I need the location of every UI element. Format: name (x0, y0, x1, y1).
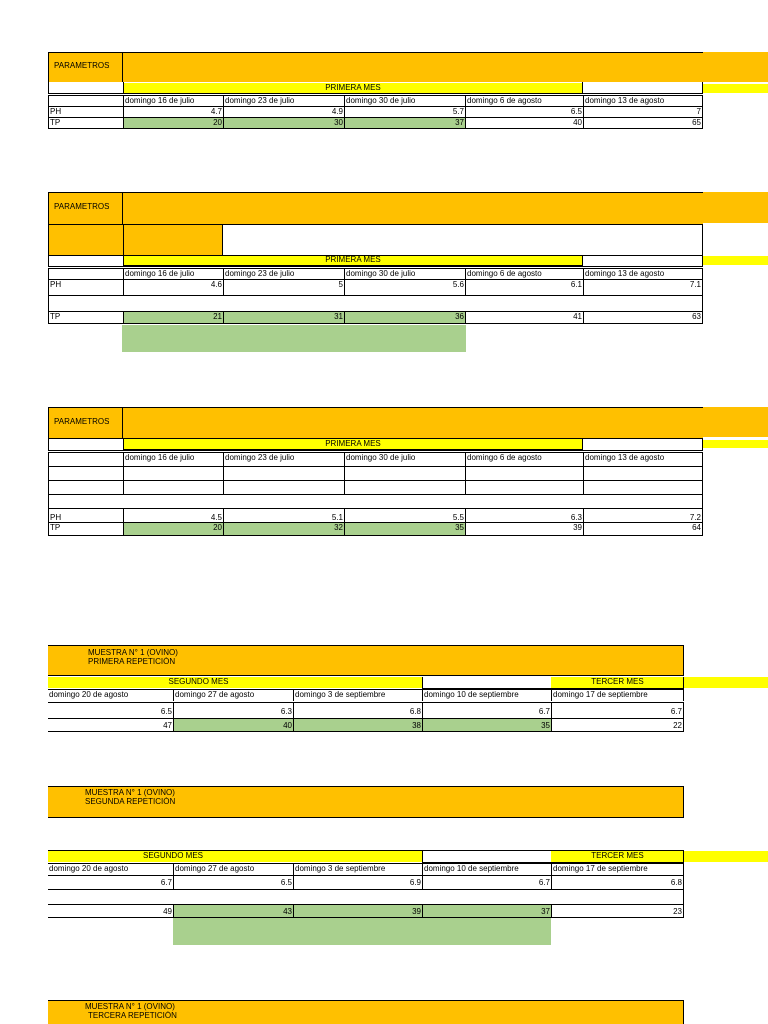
ph-value: 6.9 (293, 875, 422, 889)
header-orange-extension (703, 407, 768, 437)
tp-value: 37 (344, 117, 465, 129)
ph-value: 5.6 (344, 279, 465, 295)
ph-value: 6.5 (48, 702, 173, 718)
date-header: domingo 13 de agosto (583, 95, 703, 106)
orange-subrow-divider (123, 224, 124, 255)
ph-value: 6.5 (173, 875, 293, 889)
blank-row (223, 480, 344, 494)
date-header: domingo 6 de agosto (465, 268, 583, 279)
ph-label: PH (48, 279, 123, 295)
repeticion-title: SEGUNDA REPETICIÓN (85, 797, 176, 806)
blank-row (223, 466, 344, 480)
primera-mes-extension (703, 256, 768, 265)
ph-label: PH (48, 106, 123, 117)
blank-row (465, 466, 583, 480)
ph-value: 5 (223, 279, 344, 295)
tp-value: 43 (173, 904, 293, 918)
date-header: domingo 3 de septiembre (293, 863, 422, 875)
repeticion-title: TERCERA REPETICIÓN (88, 1011, 177, 1020)
ph-value: 6.8 (551, 875, 684, 889)
orange-subrow-right (702, 224, 703, 255)
blank-cell (48, 452, 123, 466)
header-orange-extension (703, 52, 768, 82)
date-header: domingo 20 de agosto (48, 689, 173, 701)
ph-value: 4.7 (123, 106, 223, 117)
ph-value: 6.7 (422, 702, 551, 718)
blank-cell (48, 268, 123, 279)
date-header: domingo 6 de agosto (465, 95, 583, 106)
parametros-label: PARAMETROS (54, 61, 110, 70)
date-header: domingo 16 de julio (123, 95, 223, 106)
orange-subrow-border (223, 224, 703, 225)
month-divider (422, 677, 684, 689)
blank-row (48, 466, 123, 480)
header-orange-band (48, 407, 703, 438)
date-header: domingo 23 de julio (223, 452, 344, 466)
parametros-label: PARAMETROS (54, 417, 110, 426)
parametros-divider (48, 52, 123, 82)
date-header: domingo 17 de septiembre (551, 863, 684, 875)
tp-value: 39 (293, 904, 422, 918)
tp-value: 64 (583, 522, 703, 536)
tp-value: 38 (293, 718, 422, 732)
date-header: domingo 20 de agosto (48, 863, 173, 875)
parametros-label: PARAMETROS (54, 202, 110, 211)
tp-value: 32 (223, 522, 344, 536)
tp-value: 30 (223, 117, 344, 129)
ph-value: 6.1 (465, 279, 583, 295)
tp-value: 65 (583, 117, 703, 129)
ph-value: 7.1 (583, 279, 703, 295)
col-divider (123, 82, 583, 94)
muestra-title: MUESTRA N° 1 (OVINO) (85, 788, 175, 797)
ph-value: 6.7 (551, 702, 684, 718)
date-header: domingo 13 de agosto (583, 452, 703, 466)
segundo-mes-label: SEGUNDO MES (168, 677, 229, 686)
date-header: domingo 23 de julio (223, 95, 344, 106)
tp-label: TP (48, 311, 123, 324)
ph-value: 4.9 (223, 106, 344, 117)
date-header: domingo 10 de septiembre (422, 689, 551, 701)
orange-subrow (48, 224, 223, 255)
tp-value: 31 (223, 311, 344, 324)
green-highlight-bar (173, 918, 551, 945)
blank-row (123, 480, 223, 494)
date-header: domingo 17 de septiembre (551, 689, 684, 701)
ph-value: 6.7 (48, 875, 173, 889)
ph-value: 6.5 (465, 106, 583, 117)
tp-value: 49 (48, 904, 173, 918)
date-header: domingo 27 de agosto (173, 689, 293, 701)
tp-value: 21 (123, 311, 223, 324)
date-header: domingo 30 de julio (344, 452, 465, 466)
tp-value: 35 (344, 522, 465, 536)
tp-value: 20 (123, 522, 223, 536)
ph-label: PH (48, 508, 123, 522)
date-header: domingo 27 de agosto (173, 863, 293, 875)
tp-value: 23 (551, 904, 684, 918)
tp-value: 40 (465, 117, 583, 129)
ph-value: 6.7 (422, 875, 551, 889)
muestra-title: MUESTRA N° 1 (OVINO) (88, 648, 178, 657)
date-header: domingo 13 de agosto (583, 268, 703, 279)
header-orange-extension (703, 192, 768, 223)
primera-mes-extension (703, 440, 768, 448)
blank-row (48, 494, 703, 508)
month-divider (422, 850, 684, 863)
blank-cell (48, 95, 123, 106)
col-divider (123, 255, 583, 267)
blank-row (48, 889, 684, 904)
green-highlight-bar (122, 325, 466, 352)
blank-row (344, 480, 465, 494)
ph-value: 5.5 (344, 508, 465, 522)
ph-value: 5.1 (223, 508, 344, 522)
blank-row (123, 466, 223, 480)
col-divider (123, 438, 583, 451)
muestra-title: MUESTRA N° 1 (OVINO) (85, 1002, 175, 1011)
blank-row (583, 480, 703, 494)
blank-row (344, 466, 465, 480)
ph-value: 4.5 (123, 508, 223, 522)
ph-value: 5.7 (344, 106, 465, 117)
tp-value: 40 (173, 718, 293, 732)
tp-value: 41 (465, 311, 583, 324)
ph-value: 7.2 (583, 508, 703, 522)
tp-value: 47 (48, 718, 173, 732)
primera-mes-label: PRIMERA MES (325, 439, 381, 448)
primera-mes-label: PRIMERA MES (325, 83, 381, 92)
date-header: domingo 30 de julio (344, 95, 465, 106)
tercer-mes-label: TERCER MES (591, 677, 644, 686)
tp-value: 63 (583, 311, 703, 324)
primera-mes-extension (703, 84, 768, 93)
blank-row (48, 295, 703, 311)
primera-mes-label: PRIMERA MES (325, 255, 381, 264)
ph-value: 6.3 (173, 702, 293, 718)
date-header: domingo 30 de julio (344, 268, 465, 279)
date-header: domingo 6 de agosto (465, 452, 583, 466)
tp-value: 22 (551, 718, 684, 732)
tp-value: 36 (344, 311, 465, 324)
date-header: domingo 16 de julio (123, 452, 223, 466)
date-header: domingo 10 de septiembre (422, 863, 551, 875)
blank-row (583, 466, 703, 480)
tp-label: TP (48, 117, 123, 129)
tp-value: 20 (123, 117, 223, 129)
tp-label: TP (48, 522, 123, 536)
tp-value: 35 (422, 718, 551, 732)
ph-value: 7 (583, 106, 703, 117)
date-header: domingo 3 de septiembre (293, 689, 422, 701)
segundo-mes-label: SEGUNDO MES (142, 851, 203, 860)
tp-value: 37 (422, 904, 551, 918)
repeticion-title: PRIMERA REPETICIÓN (88, 657, 176, 666)
tp-value: 39 (465, 522, 583, 536)
blank-row (48, 480, 123, 494)
blank-row (465, 480, 583, 494)
ph-value: 6.8 (293, 702, 422, 718)
tercer-mes-label: TERCER MES (591, 851, 644, 860)
date-header: domingo 16 de julio (123, 268, 223, 279)
header-orange-band (48, 52, 703, 82)
ph-value: 4.6 (123, 279, 223, 295)
header-orange-band (48, 192, 703, 224)
date-header: domingo 23 de julio (223, 268, 344, 279)
ph-value: 6.3 (465, 508, 583, 522)
